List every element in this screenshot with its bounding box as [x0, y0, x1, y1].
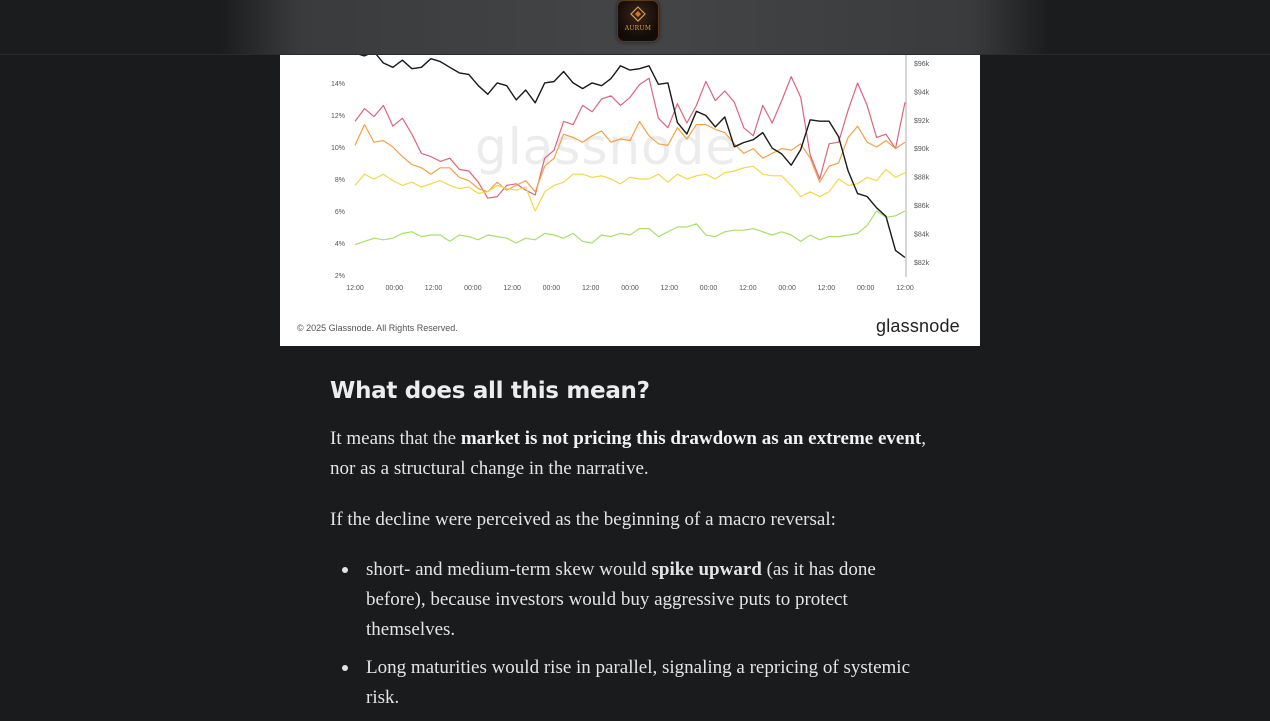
p1-text-bold: market is not pricing this drawdown as an extreme event [460, 428, 922, 449]
x-tick-label: 00:00 [621, 285, 639, 292]
chart-watermark: glassnode [475, 118, 738, 176]
series-line-4 [355, 55, 905, 257]
y-right-tick-label: $82k [914, 259, 930, 267]
site-header [0, 0, 1270, 55]
y-right-tick-label: $90k [914, 146, 930, 154]
y-right-tick-label: $96k [914, 61, 930, 68]
bullet-list [330, 555, 930, 721]
bullet-icon [342, 567, 348, 573]
series-line-2 [355, 166, 905, 211]
x-tick-label: 00:00 [385, 285, 404, 292]
x-tick-label: 00:00 [464, 285, 482, 292]
list-item [330, 653, 930, 713]
y-right-tick-label: $84k [914, 231, 930, 239]
y-right-tick-label: $94k [914, 89, 930, 97]
bullet-2-a: Long maturities would rise in parallel, signaling a repricing of systemic risk. [366, 657, 911, 708]
y-right-tick-label: $86k [914, 203, 930, 210]
y-left-tick-label: 6% [334, 209, 345, 216]
y-left-tick-label: 14% [330, 81, 345, 88]
paragraph-if-decline: If the decline were perceived as the beginning of a macro reversal: [330, 509, 836, 530]
x-tick-label: 00:00 [778, 285, 796, 292]
x-tick-label: 12:00 [817, 285, 836, 292]
glassnode-brand: glassnode [876, 316, 960, 336]
x-tick-label: 12:00 [660, 285, 679, 292]
chart-copyright: © 2025 Glassnode. All Rights Reserved. [297, 323, 458, 333]
chart-image [280, 55, 980, 346]
x-tick-label: 12:00 [424, 285, 443, 292]
y-left-tick-label: 4% [334, 241, 345, 248]
x-tick-label: 12:00 [503, 285, 521, 292]
p1-text-a: It means that the [330, 428, 461, 449]
y-right-tick-label: $88k [914, 174, 930, 182]
bullet-1-a: short- and medium-term skew would [366, 559, 652, 580]
section-heading: What does all this mean? [330, 378, 650, 404]
skew-chart [280, 55, 980, 346]
paragraph-meaning [330, 424, 930, 484]
y-right-tick-label: $92k [914, 117, 930, 125]
y-left-tick-label: 8% [334, 177, 345, 184]
p1-text-c: , nor as a structural change in the narrative. [330, 428, 926, 479]
bullet-icon [342, 665, 348, 671]
bullet-1-bold: spike upward [651, 559, 762, 580]
y-left-tick-label: 10% [330, 145, 345, 152]
x-tick-label: 00:00 [542, 285, 561, 292]
x-tick-label: 00:00 [856, 285, 875, 292]
x-tick-label: 12:00 [896, 285, 914, 292]
x-tick-label: 12:00 [581, 285, 600, 292]
logo-text: AURUM [624, 25, 652, 32]
series-line-0 [355, 77, 905, 199]
aurum-logo[interactable] [617, 0, 659, 42]
x-tick-label: 12:00 [739, 285, 757, 292]
logo-emblem-icon [618, 1, 658, 41]
bullet-1-c: (as it has done before), because investors would buy aggressive puts to protect themselves. [366, 559, 876, 640]
y-left-tick-label: 2% [334, 273, 345, 280]
x-tick-label: 00:00 [699, 285, 718, 292]
list-item [330, 555, 930, 645]
series-line-3 [355, 211, 905, 245]
y-left-tick-label: 12% [330, 113, 345, 120]
x-tick-label: 12:00 [346, 285, 364, 292]
